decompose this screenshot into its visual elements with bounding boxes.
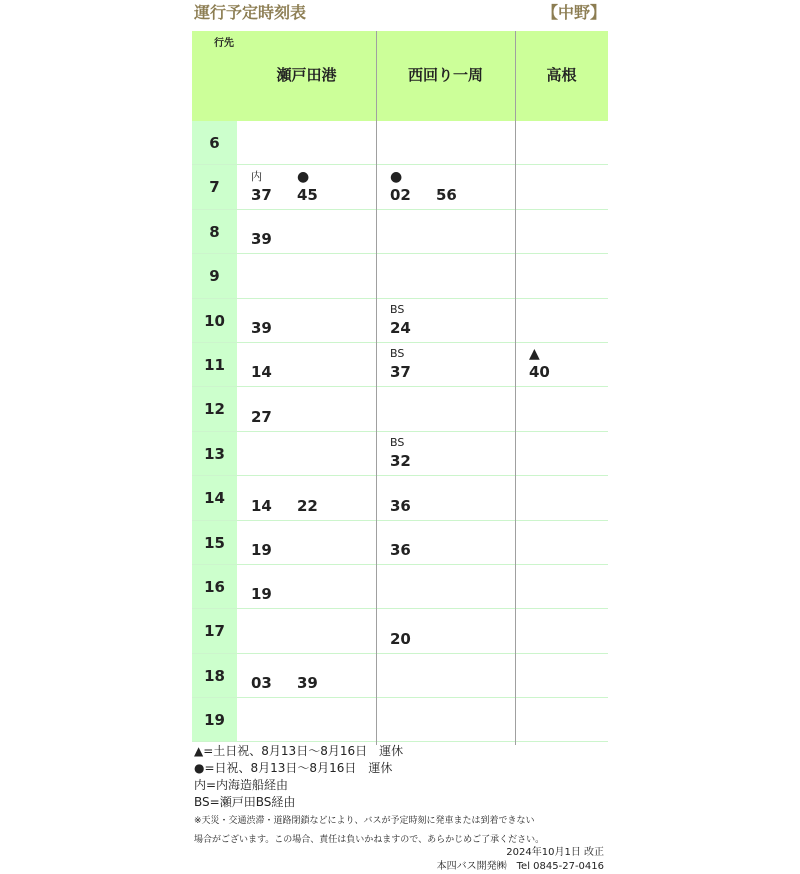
route-marker	[251, 393, 291, 405]
time-cell	[376, 387, 515, 430]
departure	[251, 526, 291, 559]
time-cell	[515, 521, 608, 564]
timetable-row	[192, 521, 608, 565]
route-marker: ●	[390, 168, 403, 185]
route-marker: 内	[251, 169, 262, 183]
hour-label: 7	[192, 165, 237, 208]
hour-label: 14	[192, 476, 237, 519]
departure-minute: 39	[251, 230, 272, 249]
time-cell	[376, 654, 515, 697]
route-marker: BS	[390, 436, 405, 450]
legend-item: BS=瀬戸田BS経由	[194, 795, 296, 809]
route-marker	[390, 615, 430, 627]
time-cell	[515, 476, 608, 519]
departure	[390, 304, 430, 337]
route-marker	[297, 482, 337, 494]
time-cell	[237, 254, 376, 297]
time-cell	[515, 254, 608, 297]
route-marker	[436, 171, 476, 183]
departure	[390, 168, 430, 204]
legend-item: ▲=土日祝、8月13日～8月16日 運休	[194, 744, 404, 758]
revision-date: 2024年10月1日 改正	[506, 847, 604, 858]
time-cell	[515, 654, 608, 697]
time-cell	[237, 476, 376, 519]
route-marker	[251, 215, 291, 227]
time-cell	[237, 698, 376, 741]
timetable-row	[192, 432, 608, 476]
time-cell	[376, 609, 515, 652]
hour-label: 15	[192, 521, 237, 564]
departure-minute: 32	[390, 452, 411, 471]
departure-minute: 39	[297, 674, 318, 693]
departure-minute: 27	[251, 407, 272, 426]
departure-minute: 37	[390, 363, 411, 382]
disclaimer-line: 場合がございます。この場合、責任は負いかねますので、あらかじめご了承ください。	[194, 835, 545, 845]
departure	[251, 215, 291, 248]
legend	[194, 743, 403, 811]
page-title: 運行予定時刻表	[194, 3, 307, 22]
time-cell	[515, 609, 608, 652]
departure-minute: 37	[251, 185, 272, 204]
departure	[390, 482, 430, 515]
departure	[390, 437, 430, 470]
hour-label: 17	[192, 609, 237, 652]
column-header-west-loop: 西回り一周	[407, 66, 483, 84]
disclaimer-line: ※天災・交通渋滞・道路閉鎖などにより、バスが予定時刻に発車または到着できない	[194, 816, 535, 826]
departure-minute: 36	[390, 496, 411, 515]
time-cell	[376, 165, 515, 208]
departure	[436, 171, 476, 204]
departure-minute: 40	[529, 363, 550, 382]
timetable-body	[192, 121, 608, 742]
time-cell	[237, 565, 376, 608]
time-cell	[376, 698, 515, 741]
time-cell	[515, 210, 608, 253]
column-header-takane: 高根	[546, 66, 577, 84]
timetable-row	[192, 698, 608, 742]
legend-item: ●=日祝、8月13日～8月16日 運休	[194, 761, 393, 775]
time-cell	[515, 565, 608, 608]
stop-name: 【中野】	[542, 3, 607, 22]
time-cell	[376, 343, 515, 386]
departure-minute: 36	[390, 540, 411, 559]
time-cell	[237, 521, 376, 564]
time-cell	[237, 343, 376, 386]
hour-label: 8	[192, 210, 237, 253]
time-cell	[515, 698, 608, 741]
time-cell	[376, 521, 515, 564]
timetable-row	[192, 343, 608, 387]
departure-minute: 19	[251, 585, 272, 604]
column-header-setoda-port: 瀬戸田港	[276, 66, 337, 84]
departure-minute: 02	[390, 185, 411, 204]
departure-minute: 19	[251, 540, 272, 559]
time-cell	[376, 210, 515, 253]
time-cell	[376, 565, 515, 608]
time-cell	[515, 121, 608, 164]
departure	[251, 482, 291, 515]
departure-minute: 24	[390, 318, 411, 337]
departure-minute: 56	[436, 185, 457, 204]
time-cell	[237, 299, 376, 342]
route-marker	[251, 482, 291, 494]
route-marker: ▲	[529, 346, 540, 363]
route-marker	[390, 526, 430, 538]
destination-label: 行先	[214, 38, 234, 49]
hour-label: 18	[192, 654, 237, 697]
timetable-row	[192, 654, 608, 698]
route-marker: BS	[390, 347, 405, 361]
time-cell	[237, 387, 376, 430]
hour-label: 12	[192, 387, 237, 430]
legend-item: 内=内海造船経由	[194, 778, 289, 792]
time-cell	[237, 432, 376, 475]
departure-minute: 22	[297, 496, 318, 515]
hour-label: 11	[192, 343, 237, 386]
timetable-header	[192, 31, 608, 121]
hour-label: 9	[192, 254, 237, 297]
time-cell	[376, 121, 515, 164]
departure	[251, 570, 291, 603]
route-marker	[251, 348, 291, 360]
timetable-row	[192, 609, 608, 653]
timetable-row	[192, 387, 608, 431]
footer	[437, 846, 604, 874]
time-cell	[376, 476, 515, 519]
column-divider	[376, 31, 377, 745]
departure	[297, 168, 337, 204]
timetable-row	[192, 165, 608, 209]
hour-label: 16	[192, 565, 237, 608]
time-cell	[376, 254, 515, 297]
timetable-row	[192, 121, 608, 165]
departure	[390, 526, 430, 559]
departure	[390, 348, 430, 381]
time-cell	[515, 165, 608, 208]
time-cell	[376, 432, 515, 475]
time-cell	[237, 165, 376, 208]
time-cell	[237, 210, 376, 253]
departure-minute: 20	[390, 629, 411, 648]
departure	[390, 615, 430, 648]
route-marker: BS	[390, 302, 405, 316]
time-cell	[515, 343, 608, 386]
departure-minute: 03	[251, 674, 272, 693]
departure-minute: 14	[251, 496, 272, 515]
hour-label: 13	[192, 432, 237, 475]
hour-label: 6	[192, 121, 237, 164]
time-cell	[376, 299, 515, 342]
timetable-row	[192, 565, 608, 609]
departure	[251, 393, 291, 426]
timetable-row	[192, 299, 608, 343]
time-cell	[237, 654, 376, 697]
timetable-row	[192, 210, 608, 254]
departure-minute: 45	[297, 185, 318, 204]
route-marker: ●	[297, 168, 310, 185]
departure	[297, 482, 337, 515]
route-marker	[251, 570, 291, 582]
route-marker	[251, 304, 291, 316]
departure	[251, 304, 291, 337]
time-cell	[515, 432, 608, 475]
route-marker	[251, 526, 291, 538]
time-cell	[237, 121, 376, 164]
timetable-row	[192, 476, 608, 520]
company-contact: 本四バス開発㈱ Tel 0845-27-0416	[436, 861, 604, 872]
departure-minute: 39	[251, 318, 272, 337]
time-cell	[515, 387, 608, 430]
route-marker	[297, 659, 337, 671]
departure	[251, 659, 291, 692]
time-cell	[515, 299, 608, 342]
timetable	[192, 31, 608, 742]
departure	[251, 171, 291, 204]
departure	[297, 659, 337, 692]
hour-label: 19	[192, 698, 237, 741]
departure	[251, 348, 291, 381]
route-marker	[251, 659, 291, 671]
timetable-row	[192, 254, 608, 298]
departure	[529, 348, 569, 381]
departure-minute: 14	[251, 363, 272, 382]
disclaimer	[194, 812, 544, 850]
route-marker	[390, 482, 430, 494]
time-cell	[237, 609, 376, 652]
hour-label: 10	[192, 299, 237, 342]
column-divider	[515, 31, 516, 745]
